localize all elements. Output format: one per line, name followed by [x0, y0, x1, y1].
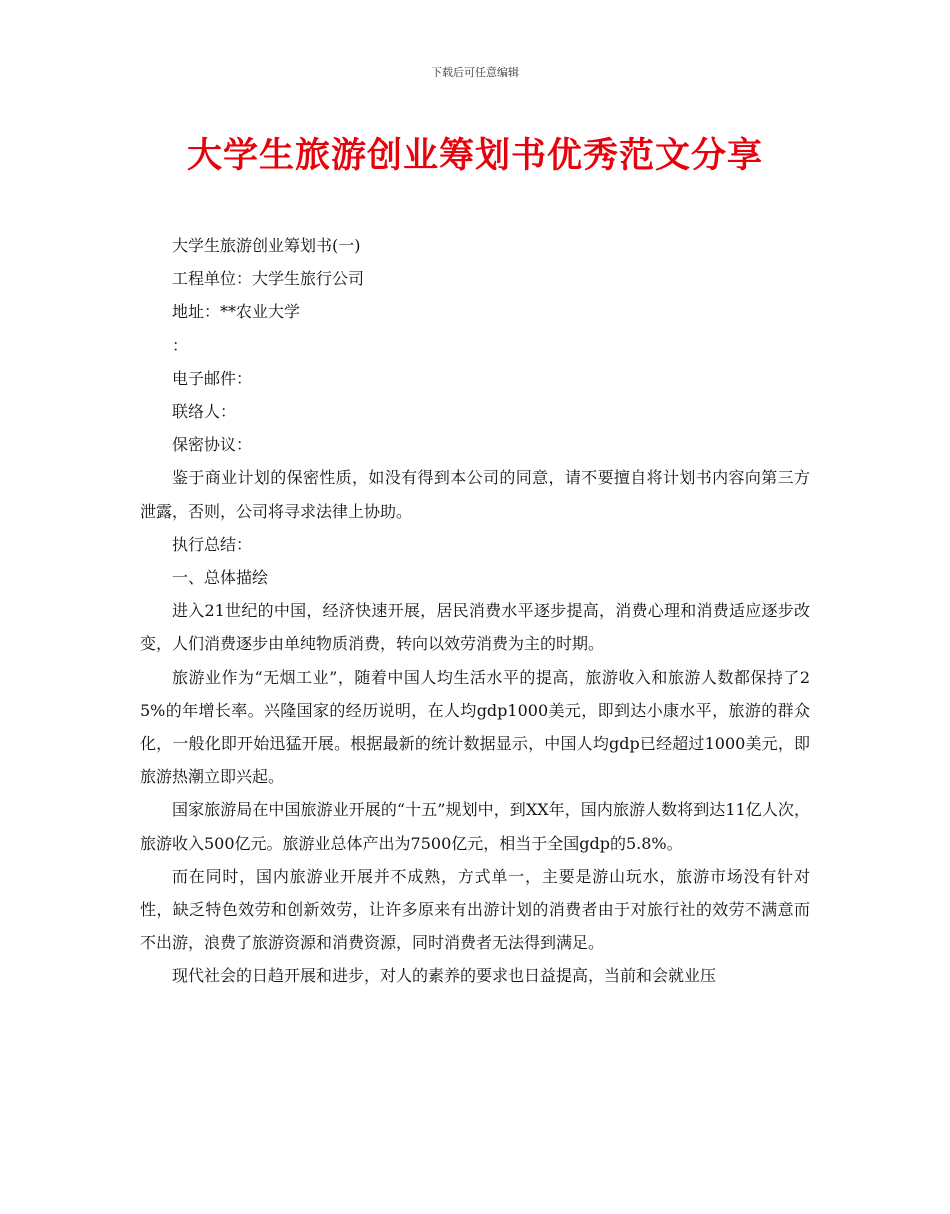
paragraph: 电子邮件：	[172, 368, 253, 388]
paragraph: 旅游业作为“无烟工业”，随着中国人均生活水平的提高，旅游收入和旅游人数都保持了25%的年增长率。兴隆国家的经历说明，在人均gdp1000美元，即到达小康水平，旅游的群众化，一般化即开始迅猛开展。根据最新的统计数据显示，中国人均gdp已经超过1000美元，即旅游热潮立即兴起。	[140, 667, 810, 787]
paragraph: 执行总结：	[172, 534, 253, 554]
paragraph: 大学生旅游创业筹划书(一)	[172, 236, 361, 255]
document-body	[140, 229, 810, 993]
document-title: 大学生旅游创业筹划书优秀范文分享	[186, 136, 763, 176]
paragraph: 一、总体描绘	[172, 568, 269, 588]
paragraph: 联络人：	[172, 402, 237, 422]
paragraph: 而在同时，国内旅游业开展并不成熟，方式单一，主要是游山玩水，旅游市场没有针对性，缺乏特色效劳和创新效劳，让许多原来有出游计划的消费者由于对旅行社的效劳不满意而不出游，浪费了旅游资源和消费资源，同时消费者无法得到满足。	[140, 866, 810, 953]
paragraph: 现代社会的日趋开展和进步，对人的素养的要求也日益提高，当前和会就业压	[172, 966, 717, 986]
paragraph: 国家旅游局在中国旅游业开展的“十五”规划中，到XX年，国内旅游人数将到达11亿人次，旅游收入500亿元。旅游业总体产出为7500亿元，相当于全国gdp的5.8%。	[140, 800, 810, 853]
paragraph: 工程单位：大学生旅行公司	[172, 269, 365, 289]
paragraph: 地址：**农业大学	[172, 302, 301, 322]
paragraph: 进入21世纪的中国，经济快速开展，居民消费水平逐步提高，消费心理和消费适应逐步改变，人们消费逐步由单纯物质消费，转向以效劳消费为主的时期。	[140, 601, 810, 654]
paragraph: ：	[172, 335, 189, 355]
paragraph: 保密协议：	[172, 435, 253, 455]
paragraph: 鉴于商业计划的保密性质，如没有得到本公司的同意，请不要擅自将计划书内容向第三方泄露，否则，公司将寻求法律上协助。	[140, 468, 810, 521]
header-note: 下载后可任意编辑	[431, 66, 519, 79]
